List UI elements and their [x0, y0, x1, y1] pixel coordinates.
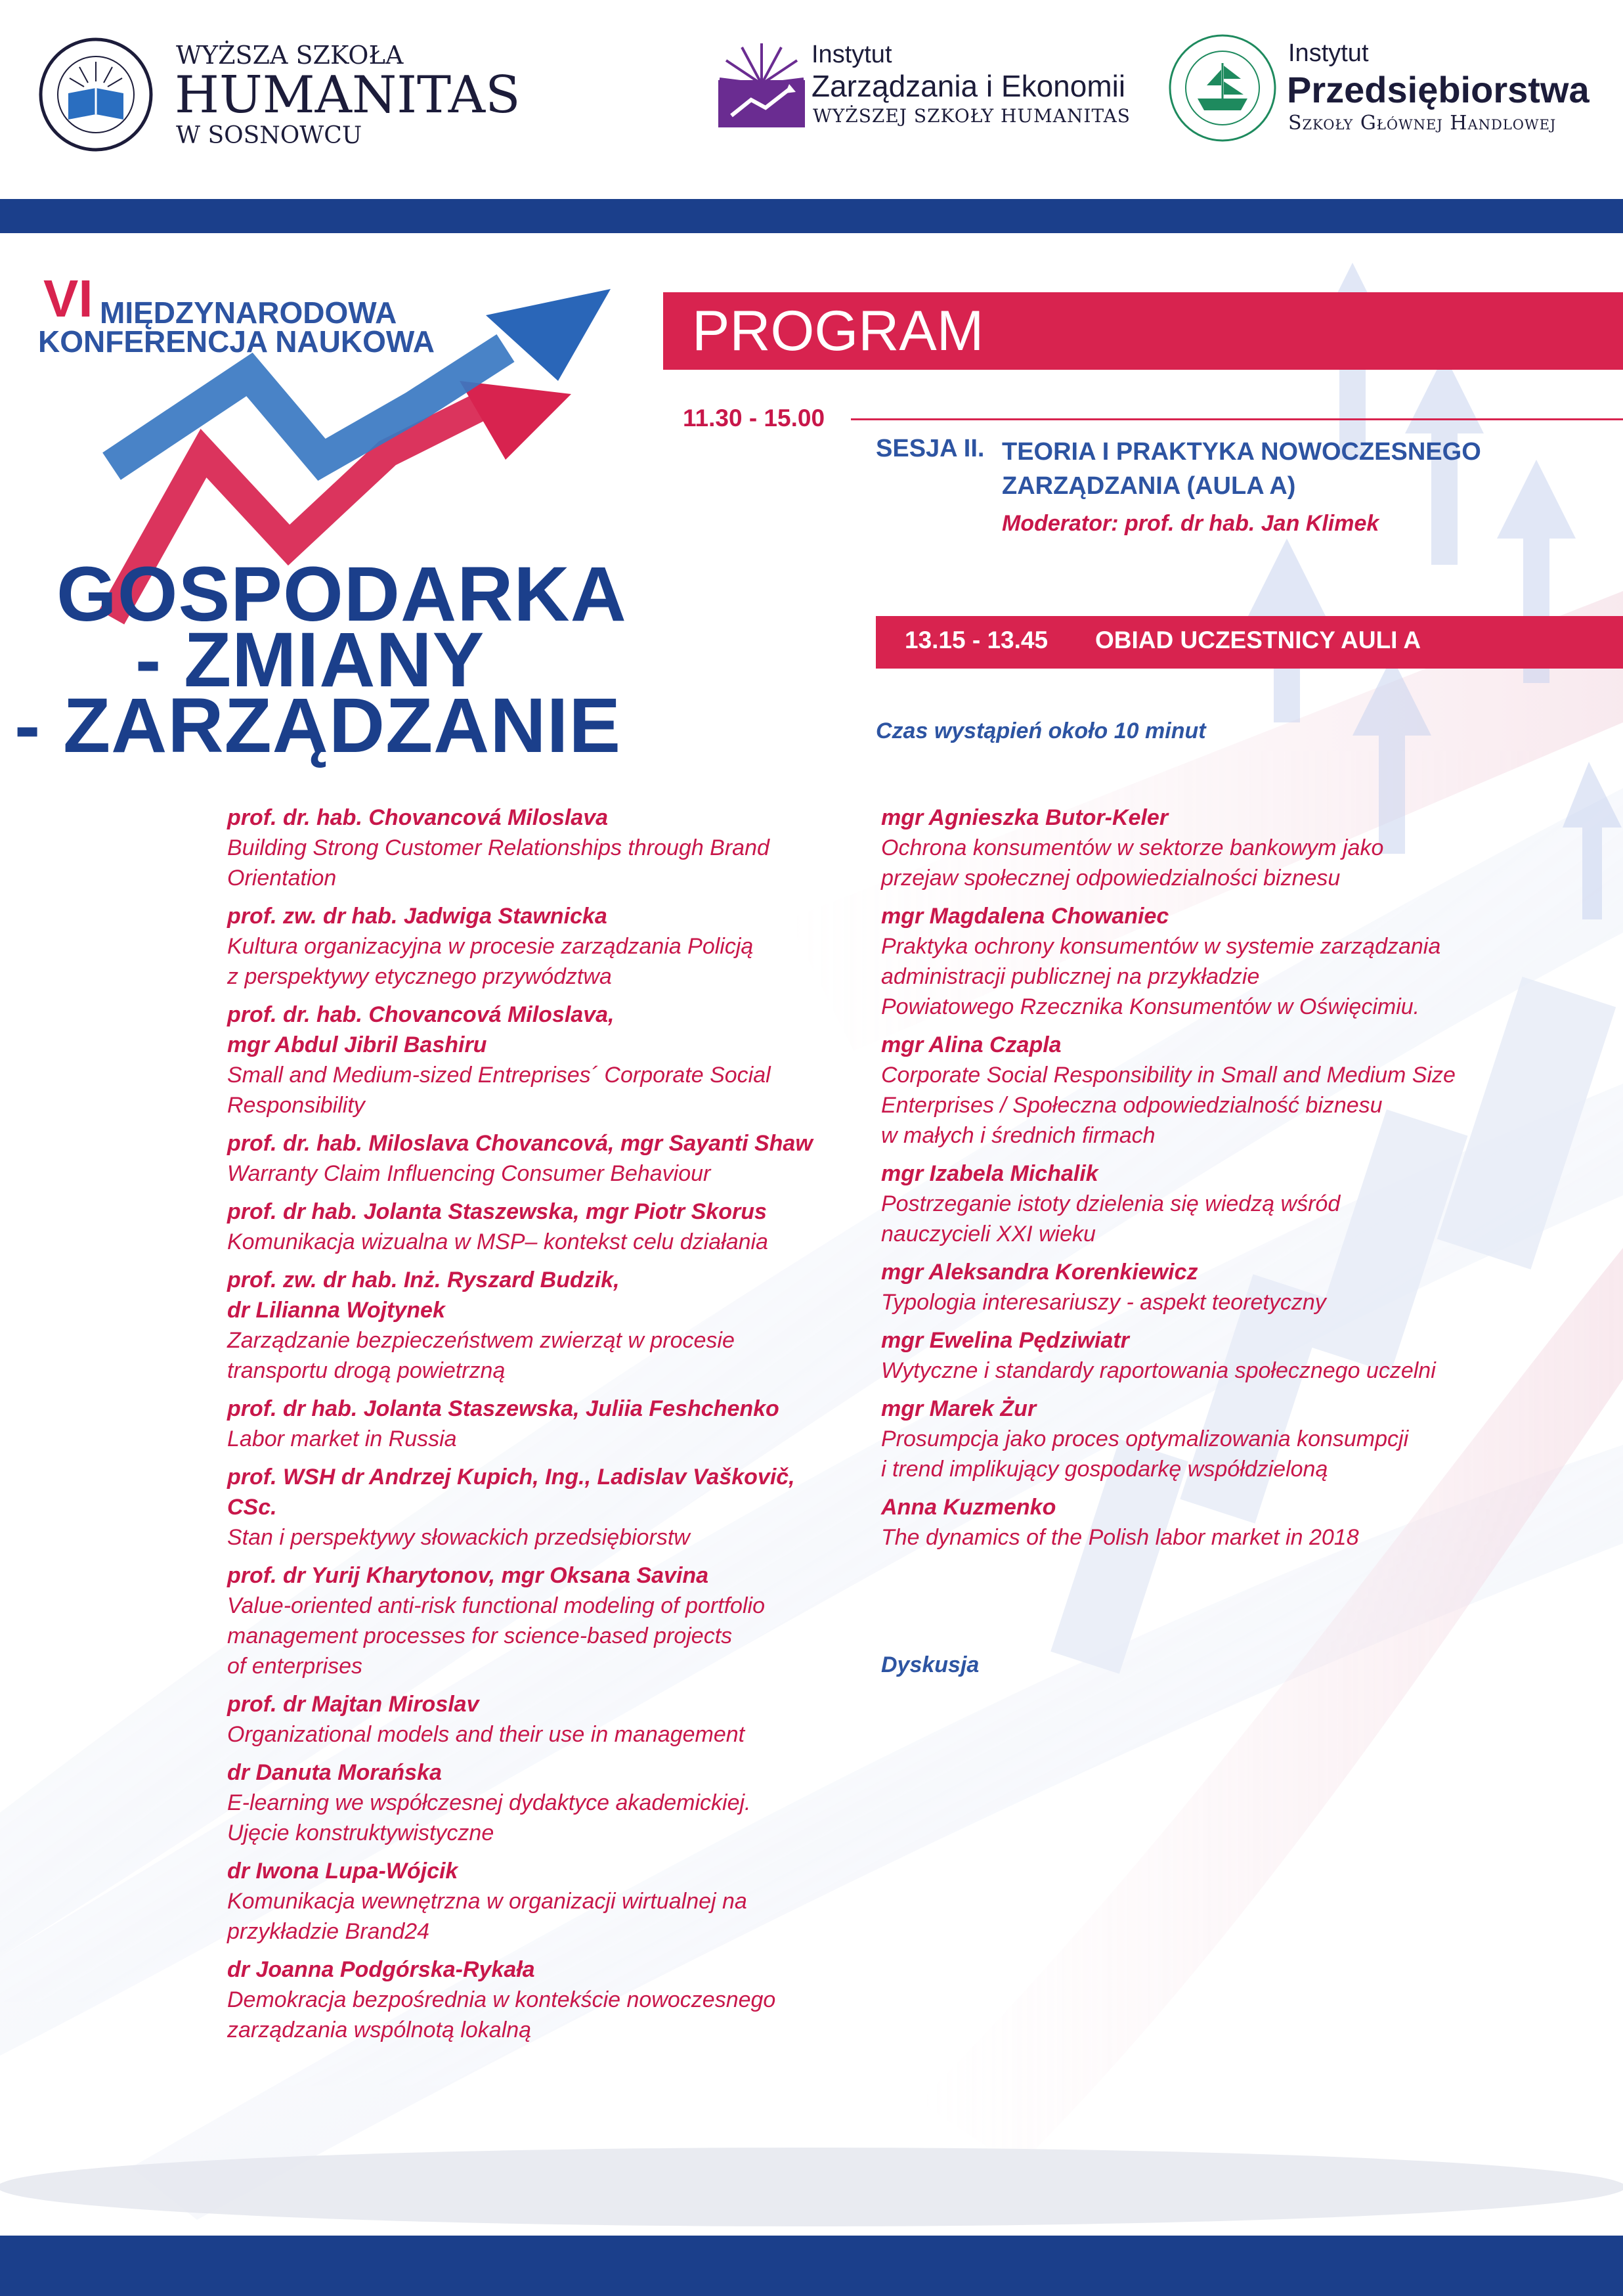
talk-title-line: Komunikacja wewnętrzna w organizacji wirtualnej na [227, 1889, 747, 1914]
book-seal-icon [37, 35, 155, 154]
talk-title-line: Prosumpcja jako proces optymalizowania konsumpcji [881, 1426, 1409, 1451]
talk-title-line: Zarządzanie bezpieczeństwem zwierząt w procesie [227, 1328, 735, 1353]
bottom-band [0, 2236, 1623, 2296]
talk-title-line: management processes for science-based projects [227, 1623, 733, 1648]
top-band [0, 199, 1623, 233]
talk-item [227, 1128, 838, 1189]
talk-item [227, 803, 838, 893]
talk-authors: dr Joanna Podgórska-Rykała [227, 1957, 535, 1982]
discussion-label: Dyskusja [881, 1652, 980, 1677]
talk-title [227, 1985, 838, 2045]
talk-authors: prof. dr hab. Jolanta Staszewska, mgr Piotr Skorus [227, 1199, 767, 1224]
conference-number: VI [43, 269, 93, 328]
talk-title [227, 833, 838, 893]
talk-title [881, 1424, 1577, 1484]
talk-title [227, 1159, 838, 1189]
talk-title-line: Ujęcie konstruktywistyczne [227, 1821, 494, 1845]
sgh-line1: Instytut [1288, 39, 1369, 67]
talk-title-line: z perspektywy etycznego przywództwa [227, 964, 612, 989]
talk-title-line: przykładzie Brand24 [227, 1919, 430, 1944]
talk-authors: prof. dr Majtan Miroslav [227, 1692, 479, 1717]
speaking-time-note: Czas wystąpień około 10 minut [876, 718, 1206, 743]
session-time-rule [851, 418, 1623, 420]
talk-title-line: Typologia interesariuszy - aspekt teoretyczny [881, 1290, 1326, 1315]
left-talks-list [227, 803, 838, 2053]
talk-authors: mgr Aleksandra Korenkiewicz [881, 1260, 1198, 1285]
talk-title-line: Organizational models and their use in management [227, 1722, 745, 1747]
talk-title-line: Komunikacja wizualna w MSP– kontekst celu działania [227, 1229, 768, 1254]
talk-title [227, 1325, 838, 1386]
talk-item [881, 1030, 1577, 1151]
talk-item [881, 1325, 1577, 1386]
right-talks-list [881, 803, 1577, 1560]
sgh-line2: Przedsiębiorstwa [1287, 69, 1590, 110]
talk-title-line: Stan i perspektywy słowackich przedsiębiorstw [227, 1525, 690, 1550]
talk-title [881, 1287, 1577, 1317]
title-line-1: GOSPODARKA [56, 551, 627, 638]
talk-item [227, 1757, 838, 1848]
talk-authors: prof. dr Yurij Kharytonov, mgr Oksana Savina [227, 1563, 709, 1588]
talk-title-line: zarządzania wspólnotą lokalną [227, 2018, 532, 2042]
talk-item [227, 1954, 838, 2045]
talk-title [881, 931, 1577, 1022]
talk-title-line: Wytyczne i standardy raportowania społecznego uczelni [881, 1358, 1436, 1383]
talk-title [881, 1060, 1577, 1151]
talk-authors: prof. dr. hab. Miloslava Chovancová, mgr Sayanti Shaw [227, 1131, 813, 1156]
title-line-3: - ZARZĄDZANIE [14, 682, 622, 769]
talk-title-line: Postrzeganie istoty dzielenia się wiedzą wśród [881, 1191, 1341, 1216]
talk-item [881, 1492, 1577, 1553]
talk-authors: mgr Marek Żur [881, 1396, 1037, 1421]
talk-authors: mgr Alina Czapla [881, 1032, 1062, 1057]
talk-item [227, 1000, 838, 1120]
talk-item [881, 1257, 1577, 1317]
talk-title [227, 931, 838, 992]
humanitas-line1: WYŻSZA SZKOŁA [176, 41, 404, 70]
talk-authors: prof. dr. hab. Chovancová Miloslava [227, 805, 609, 830]
session-label: SESJA II. [876, 435, 985, 462]
lunch-time: 13.15 - 13.45 [905, 627, 1049, 653]
talk-item [227, 1856, 838, 1947]
talk-authors: prof. WSH dr Andrzej Kupich, Ing., Ladislav Vaškovič, CSc. [227, 1465, 795, 1520]
talk-item [881, 1394, 1577, 1484]
talk-title [227, 1719, 838, 1750]
talk-item [227, 1394, 838, 1454]
talk-title [881, 1356, 1577, 1386]
talk-authors: dr Lilianna Wojtynek [227, 1298, 445, 1323]
talk-item [227, 1560, 838, 1681]
sgh-line3: Szkoły Głównej Handlowej [1288, 112, 1557, 135]
talk-item [227, 1197, 838, 1257]
talk-title-line: Ochrona konsumentów w sektorze bankowym jako [881, 835, 1384, 860]
humanitas-name: HUMANITAS [175, 66, 521, 125]
ship-seal-icon [1167, 33, 1278, 143]
rising-sun-chart-icon [716, 38, 808, 130]
talk-title [227, 1886, 838, 1947]
talk-title-line: Value-oriented anti-risk functional modeling of portfolio [227, 1593, 765, 1618]
talk-title-line: Building Strong Customer Relationships through Brand [227, 835, 769, 860]
session-time: 11.30 - 15.00 [683, 405, 825, 431]
humanitas-city: W SOSNOWCU [176, 122, 362, 149]
talk-authors: prof. zw. dr hab. Jadwiga Stawnicka [227, 904, 607, 929]
talk-title-line: nauczycieli XXI wieku [881, 1222, 1096, 1247]
talk-title-line: i trend implikujący gospodarkę współdzieloną [881, 1457, 1328, 1482]
talk-item [227, 1689, 838, 1750]
talk-title [227, 1788, 838, 1848]
title-line-2: - ZMIANY [135, 617, 485, 703]
talk-authors: prof. dr hab. Jolanta Staszewska, Juliia Feshchenko [227, 1396, 779, 1421]
lunch-title: OBIAD UCZESTNICY AULI A [1095, 627, 1421, 653]
izie-line2: Zarządzania i Ekonomii [812, 69, 1126, 103]
talk-title-line: Corporate Social Responsibility in Small and Medium Size [881, 1063, 1456, 1088]
talk-authors: mgr Izabela Michalik [881, 1161, 1098, 1186]
talk-title-line: Warranty Claim Influencing Consumer Behaviour [227, 1161, 711, 1186]
talk-authors: dr Iwona Lupa-Wójcik [227, 1859, 458, 1884]
izie-line3: WYŻSZEJ SZKOŁY HUMANITAS [813, 105, 1131, 127]
talk-title-line: Orientation [227, 866, 337, 891]
talk-item [881, 803, 1577, 893]
talk-title [227, 1591, 838, 1681]
session-moderator: Moderator: prof. dr hab. Jan Klimek [1002, 511, 1379, 536]
talk-title [881, 1522, 1577, 1553]
talk-title [227, 1060, 838, 1120]
talk-title-line: transportu drogą powietrzną [227, 1358, 506, 1383]
talk-authors: mgr Abdul Jibril Bashiru [227, 1032, 487, 1057]
talk-title-line: Responsibility [227, 1093, 365, 1118]
talk-item [227, 1265, 838, 1386]
talk-title-line: Enterprises / Społeczna odpowiedzialność biznesu [881, 1093, 1383, 1118]
talk-title-line: administracji publicznej na przykładzie [881, 964, 1260, 989]
talk-title [227, 1522, 838, 1553]
talk-authors: Anna Kuzmenko [881, 1495, 1056, 1520]
talk-item [227, 901, 838, 992]
talk-authors: prof. dr. hab. Chovancová Miloslava, [227, 1002, 615, 1027]
talk-title-line: The dynamics of the Polish labor market in 2018 [881, 1525, 1359, 1550]
talk-authors: mgr Ewelina Pędziwiatr [881, 1328, 1129, 1353]
talk-item [881, 1159, 1577, 1249]
talk-title-line: przejaw społecznej odpowiedzialności biznesu [881, 866, 1341, 891]
talk-authors: mgr Magdalena Chowaniec [881, 904, 1169, 929]
talk-title [227, 1424, 838, 1454]
talk-title-line: Praktyka ochrony konsumentów w systemie zarządzania [881, 934, 1441, 959]
talk-title-line: Demokracja bezpośrednia w kontekście nowoczesnego [227, 1987, 776, 2012]
talk-item [227, 1462, 838, 1553]
talk-title-line: Powiatowego Rzecznika Konsumentów w Oświęcimiu. [881, 994, 1420, 1019]
talk-item [881, 901, 1577, 1022]
talk-title-line: Labor market in Russia [227, 1426, 457, 1451]
talk-title [881, 833, 1577, 893]
talk-authors: mgr Agnieszka Butor-Keler [881, 805, 1169, 830]
program-heading: PROGRAM [692, 299, 984, 363]
conference-line1: MIĘDZYNARODOWA [100, 296, 397, 330]
talk-authors: prof. zw. dr hab. Inż. Ryszard Budzik, [227, 1268, 620, 1292]
talk-title [227, 1227, 838, 1257]
session-title: TEORIA I PRAKTYKA NOWOCZESNEGO ZARZĄDZANIA (AULA A) [1002, 438, 1481, 500]
talk-title-line: Small and Medium-sized Entreprises´ Corporate Social [227, 1063, 771, 1088]
talk-title-line: Kultura organizacyjna w procesie zarządzania Policją [227, 934, 754, 959]
conference-line2: KONFERENCJA NAUKOWA [38, 324, 435, 359]
talk-title-line: of enterprises [227, 1654, 362, 1679]
talk-authors: dr Danuta Morańska [227, 1760, 442, 1785]
izie-line1: Instytut [812, 41, 892, 68]
talk-title-line: w małych i średnich firmach [881, 1123, 1156, 1148]
talk-title-line: E-learning we współczesnej dydaktyce akademickiej. [227, 1790, 751, 1815]
talk-title [881, 1189, 1577, 1249]
